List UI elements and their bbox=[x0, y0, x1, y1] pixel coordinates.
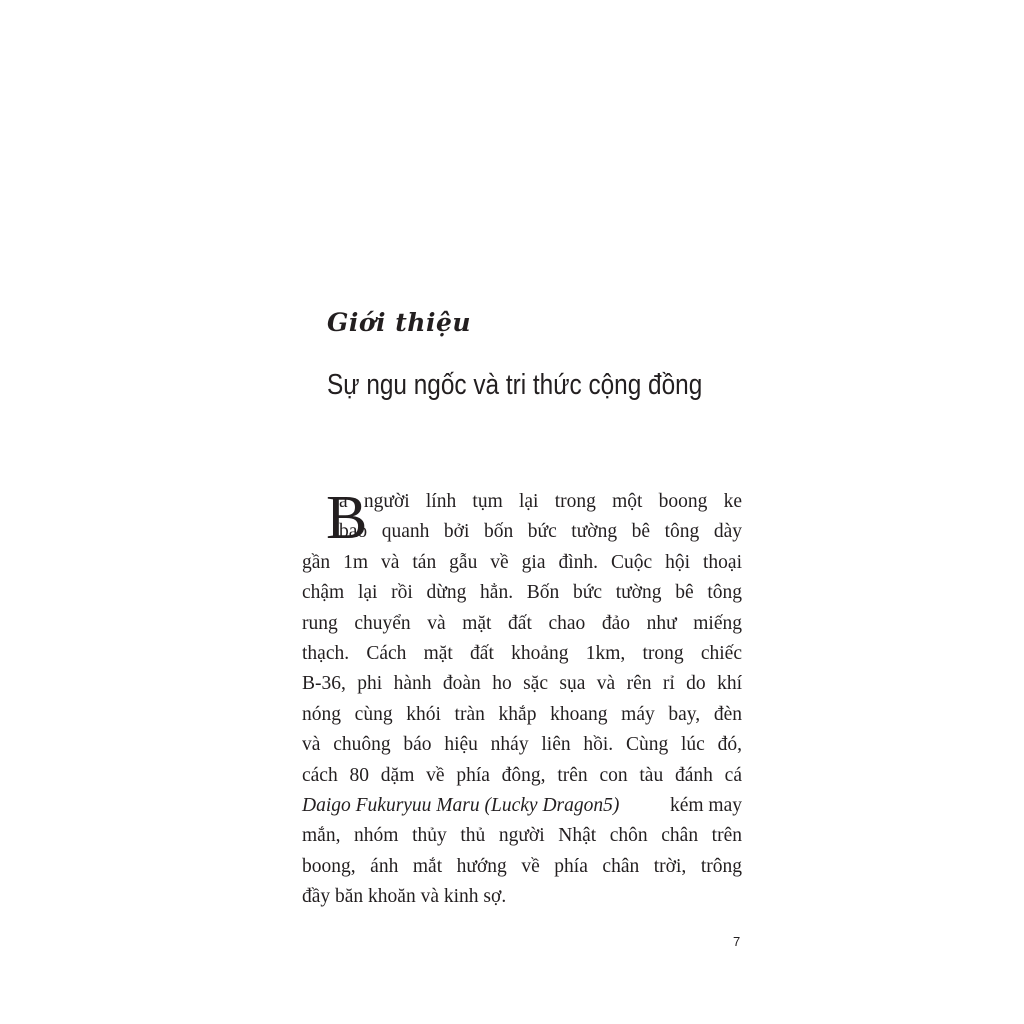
text-line: đầy băn khoăn và kinh sợ. bbox=[302, 886, 507, 908]
section-label: Giới thiệu bbox=[327, 308, 472, 337]
text-line: bao quanh bởi bốn bức tường bê tông dày bbox=[339, 521, 742, 543]
body-paragraph bbox=[302, 484, 742, 912]
text-line: gần 1m và tán gẫu về gia đình. Cuộc hội thoại bbox=[302, 551, 742, 573]
text-line: boong, ánh mắt hướng về phía chân trời, trông bbox=[302, 855, 742, 877]
chapter-title: Sự ngu ngốc và tri thức cộng đồng bbox=[327, 369, 703, 401]
text-line: chậm lại rồi dừng hẳn. Bốn bức tường bê tông bbox=[302, 582, 742, 604]
drop-cap: B bbox=[326, 484, 368, 552]
ship-name: Daigo Fukuryuu Maru (Lucky Dragon5) bbox=[302, 794, 620, 816]
page-number: 7 bbox=[733, 934, 741, 949]
text-line: và chuông báo hiệu nháy liên hồi. Cùng lúc đó, bbox=[302, 734, 742, 756]
text-line: rung chuyển và mặt đất chao đảo như miếng bbox=[302, 612, 742, 634]
text-line-rest: kém may bbox=[665, 794, 742, 816]
text-line: a người lính tụm lại trong một boong ke bbox=[339, 491, 742, 512]
text-line: cách 80 dặm về phía đông, trên con tàu đánh cá bbox=[302, 764, 742, 786]
text-line: B-36, phi hành đoàn ho sặc sụa và rên rỉ do khí bbox=[302, 673, 742, 695]
text-line: nóng cùng khói tràn khắp khoang máy bay, đèn bbox=[302, 703, 742, 725]
text-line-with-italic bbox=[302, 791, 742, 821]
text-line: mắn, nhóm thủy thủ người Nhật chôn chân trên bbox=[302, 825, 742, 847]
text-line: thạch. Cách mặt đất khoảng 1km, trong chiếc bbox=[302, 642, 742, 664]
